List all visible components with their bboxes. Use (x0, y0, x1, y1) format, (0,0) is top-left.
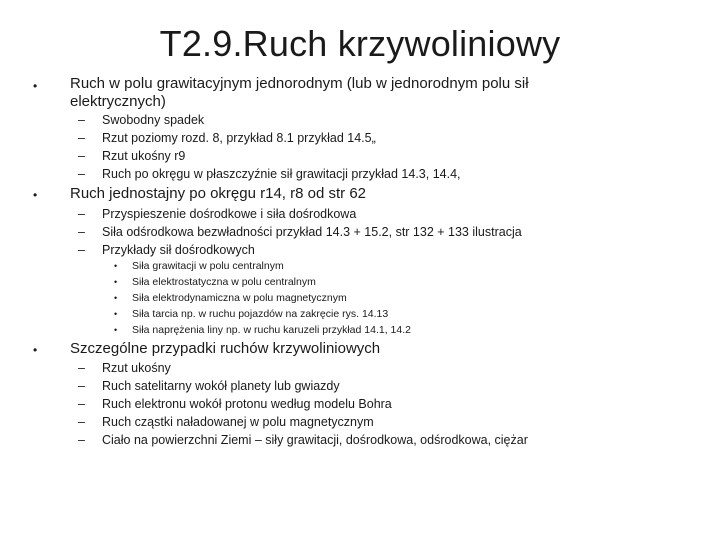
section-2-subitem-4: Siła tarcia np. w ruchu pojazdów na zakręcie rys. 14.13 (132, 308, 389, 320)
bullet-marker: • (114, 309, 118, 319)
dash-marker: – (78, 415, 85, 429)
dash-marker: – (78, 113, 85, 127)
section-3-item-4: Ruch cząstki naładowanej w polu magnetycznym (102, 415, 374, 429)
dash-marker: – (78, 207, 85, 221)
dash-marker: – (78, 131, 85, 145)
section-1-item-2: Rzut poziomy rozd. 8, przykład 8.1 przykład 14.5„ (102, 131, 376, 145)
section-2-subitem-1: Siła grawitacji w polu centralnym (132, 260, 284, 272)
slide-title: T2.9.Ruch krzywoliniowy (159, 23, 561, 64)
bullet-marker: • (33, 188, 38, 202)
dash-marker: – (78, 361, 85, 375)
dash-marker: – (78, 379, 85, 393)
section-1-text-line1: Ruch w polu grawitacyjnym jednorodnym (lub w jednorodnym polu sił (70, 75, 529, 92)
bullet-marker: • (33, 79, 38, 93)
bullet-marker: • (114, 277, 118, 287)
dash-marker: – (78, 149, 85, 163)
dash-marker: – (78, 243, 85, 257)
section-3-item-3: Ruch elektronu wokół protonu według modelu Bohra (102, 397, 392, 411)
section-3-item-2: Ruch satelitarny wokół planety lub gwiazdy (102, 379, 340, 393)
section-3-text: Szczególne przypadki ruchów krzywoliniowych (70, 340, 381, 357)
bullet-marker: • (33, 343, 38, 357)
bullet-marker: • (114, 325, 118, 335)
section-2-text: Ruch jednostajny po okręgu r14, r8 od str 62 (70, 185, 367, 202)
section-1-text-line2: elektrycznych) (70, 93, 166, 110)
section-2-item-2: Siła odśrodkowa bezwładności przykład 14.3 + 15.2, str 132 + 133 ilustracja (102, 225, 522, 239)
dash-marker: – (78, 167, 85, 181)
section-1-item-4: Ruch po okręgu w płaszczyźnie sił grawitacji przykład 14.3, 14.4, (102, 167, 461, 181)
dash-marker: – (78, 433, 85, 447)
dash-marker: – (78, 397, 85, 411)
bullet-marker: • (114, 293, 118, 303)
section-2-subitem-5: Siła naprężenia liny np. w ruchu karuzeli przykład 14.1, 14.2 (132, 324, 411, 336)
bullet-marker: • (114, 261, 118, 271)
section-2-item-3: Przykłady sił dośrodkowych (102, 243, 255, 257)
dash-marker: – (78, 225, 85, 239)
section-1-item-1: Swobodny spadek (102, 113, 205, 127)
section-1-item-3: Rzut ukośny r9 (102, 149, 186, 163)
section-3-item-1: Rzut ukośny (102, 361, 171, 375)
section-2-item-1: Przyspieszenie dośrodkowe i siła dośrodkowa (102, 207, 357, 221)
section-2-subitem-3: Siła elektrodynamiczna w polu magnetycznym (132, 292, 347, 304)
section-3-item-5: Ciało na powierzchni Ziemi – siły grawitacji, dośrodkowa, odśrodkowa, ciężar (102, 433, 528, 447)
section-2-subitem-2: Siła elektrostatyczna w polu centralnym (132, 276, 316, 288)
